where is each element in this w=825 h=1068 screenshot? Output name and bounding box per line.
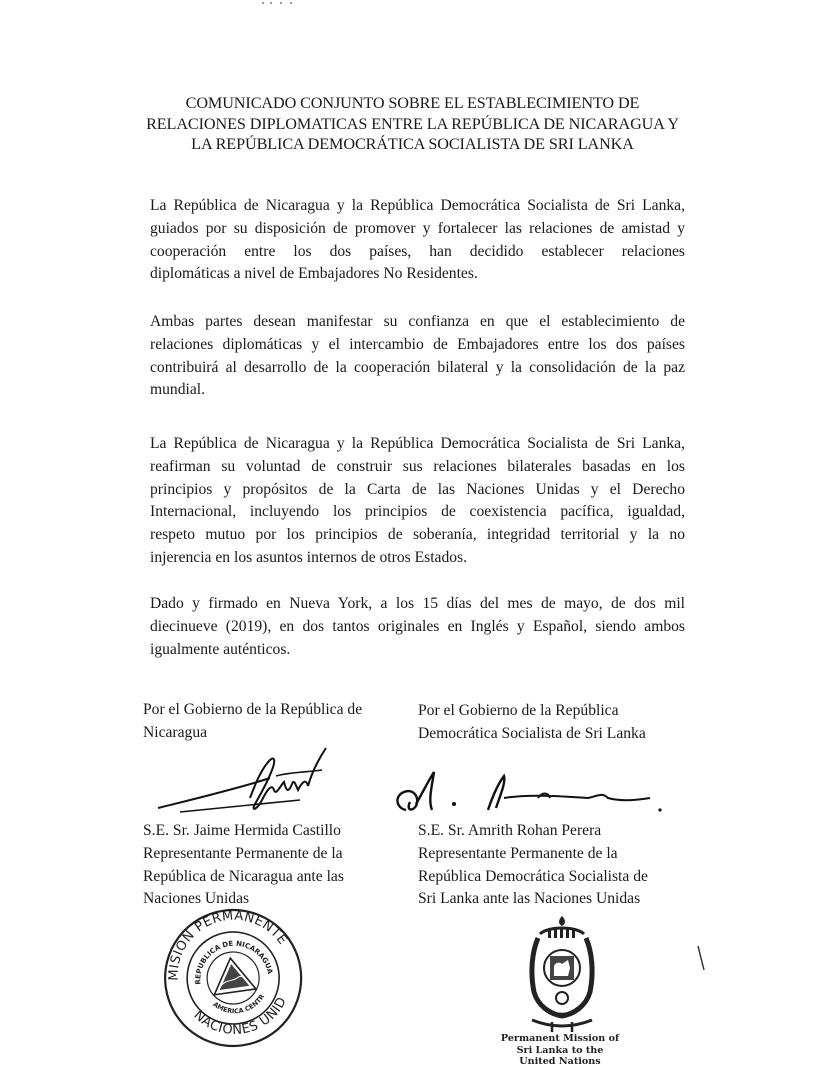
- nicaragua-mission-seal: [158, 902, 308, 1052]
- paragraph-3: [150, 433, 685, 570]
- left-signature: [150, 742, 340, 822]
- paragraph-line: injerencia en los asuntos internos de otros Estados.: [150, 548, 468, 566]
- paragraph-1: [150, 195, 685, 286]
- heading-line: Nicaragua: [143, 723, 208, 741]
- communique-title: [120, 93, 705, 155]
- paragraph-line: Dado y firmado en Nueva York, a los 15 días del mes de mayo, de dos mil: [150, 595, 685, 612]
- caption-line: Sri Lanka to the: [516, 1044, 604, 1056]
- scan-artifact: [255, 0, 315, 8]
- paragraph-line: La República de Nicaragua y la República Democrática Socialista de Sri Lanka,: [150, 197, 685, 214]
- right-signatory-name-block: [418, 820, 648, 911]
- paragraph-line: cooperación entre los dos países, han decidido establecer relaciones: [150, 242, 685, 260]
- left-signatory-heading: [143, 699, 362, 745]
- paragraph-4: [150, 593, 685, 661]
- scan-artifact: [696, 944, 708, 974]
- seal-outer-text: MISION PERMANENTE: [166, 908, 291, 981]
- paragraph-line: La República de Nicaragua y la República Democrática Socialista de Sri Lanka,: [150, 435, 685, 452]
- paragraph-line: reafirman su voluntad de construir sus relaciones bilaterales basadas en los: [150, 457, 685, 475]
- right-signature: [388, 768, 678, 824]
- signatory-name: S.E. Sr. Amrith Rohan Perera: [418, 822, 602, 839]
- seal-inner-text: REPUBLICA DE NICARAGUA: [194, 939, 274, 985]
- paragraph-2: [150, 311, 685, 402]
- paragraph-line: guiados por su disposición de promover y fortalecer las relaciones de amistad y: [150, 219, 685, 237]
- heading-line: Democrática Socialista de Sri Lanka: [418, 724, 646, 742]
- signatory-title: Representante Permanente de la: [418, 844, 618, 862]
- title-line: RELACIONES DIPLOMATICAS ENTRE LA REPÚBLICA DE NICARAGUA Y: [146, 114, 679, 133]
- heading-line: Por el Gobierno de la República: [418, 702, 619, 719]
- signatory-title: Sri Lanka ante las Naciones Unidas: [418, 890, 641, 908]
- paragraph-line: diplomáticas a nivel de Embajadores No Residentes.: [150, 265, 478, 283]
- signatory-title: Naciones Unidas: [143, 890, 250, 908]
- seal-outer-bottom-text: NACIONES UNIDAS: [190, 994, 290, 1039]
- caption-line: United Nations: [519, 1056, 601, 1067]
- title-line: COMUNICADO CONJUNTO SOBRE EL ESTABLECIMIENTO DE: [185, 94, 640, 112]
- paragraph-line: Internacional, incluyendo los principios de coexistencia pacífica, igualdad,: [150, 503, 685, 521]
- sri-lanka-emblem: [512, 912, 612, 1034]
- signatory-title: República de Nicaragua ante las: [143, 867, 344, 885]
- paragraph-line: mundial.: [150, 381, 206, 399]
- paragraph-line: diecinueve (2019), en dos tantos originales en Inglés y Español, siendo ambos: [150, 617, 685, 635]
- paragraph-line: Ambas partes desean manifestar su confianza en que el establecimiento de: [150, 313, 685, 330]
- sri-lanka-mission-caption: [490, 1033, 630, 1068]
- signatory-name: S.E. Sr. Jaime Hermida Castillo: [143, 822, 341, 839]
- paragraph-line: igualmente auténticos.: [150, 640, 291, 658]
- title-line: LA REPÚBLICA DEMOCRÁTICA SOCIALISTA DE SRI LANKA: [191, 135, 634, 153]
- paragraph-line: contribuirá al desarrollo de la cooperación bilateral y la consolidación de la paz: [150, 358, 685, 376]
- seal-inner-bottom-text: AMERICA CENTRAL: [211, 992, 267, 1016]
- paragraph-line: relaciones diplomáticas y el intercambio de Embajadores entre los dos países: [150, 335, 685, 353]
- paragraph-line: principios y propósitos de la Carta de las Naciones Unidas y el Derecho: [150, 480, 685, 498]
- paragraph-line: respeto mutuo por los principios de soberanía, integridad territorial y la no: [150, 526, 685, 544]
- caption-line: Permanent Mission of: [500, 1033, 620, 1044]
- left-signatory-name-block: [143, 820, 344, 911]
- heading-line: Por el Gobierno de la República de: [143, 701, 363, 718]
- right-signatory-heading: [418, 700, 646, 746]
- signatory-title: Representante Permanente de la: [143, 844, 343, 862]
- signatory-title: República Democrática Socialista de: [418, 867, 648, 885]
